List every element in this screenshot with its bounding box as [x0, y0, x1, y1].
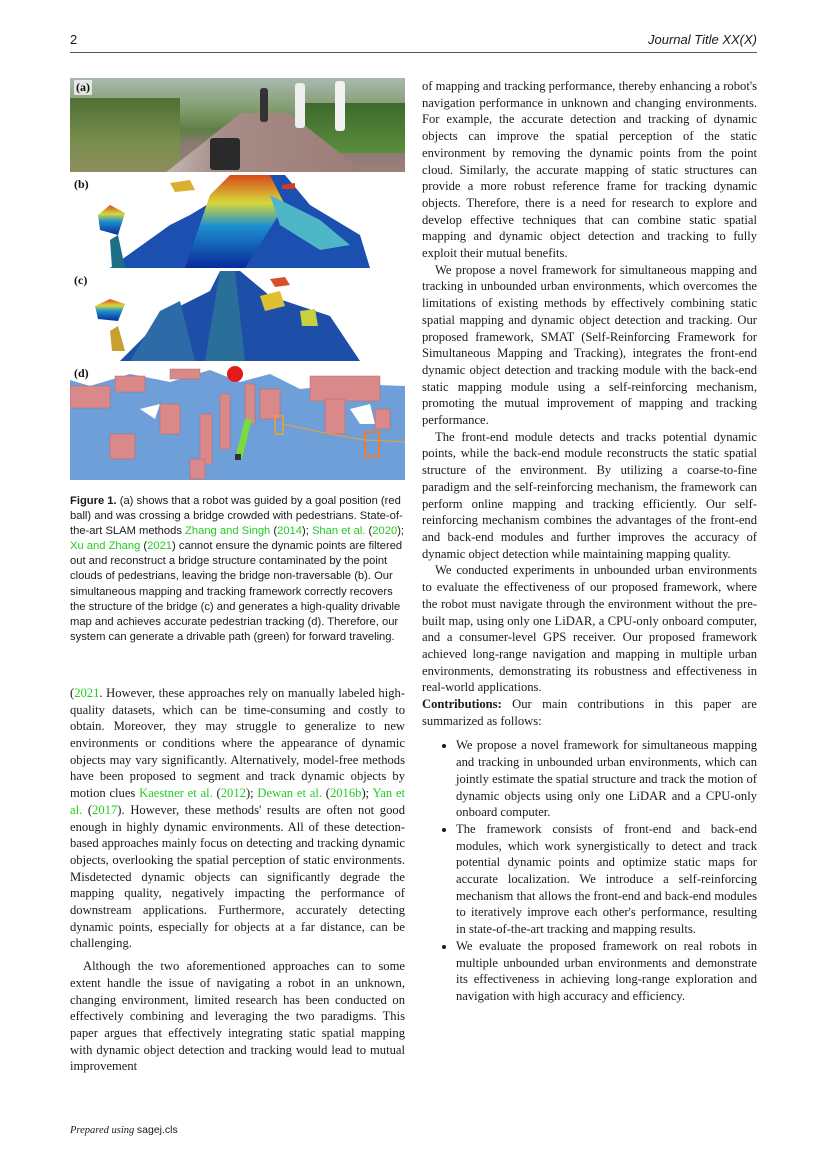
citation-year-link[interactable]: 2021	[74, 685, 100, 700]
left-column	[70, 78, 405, 1075]
figure-panel-c-point-cloud-ours	[70, 271, 405, 361]
contributions-list	[422, 737, 757, 1004]
drivable-map-image	[70, 364, 405, 480]
pedestrian	[295, 83, 305, 128]
citation-year-link[interactable]: 2021	[147, 540, 173, 553]
citation-year-link[interactable]: 2012	[220, 786, 246, 801]
citation-year-link[interactable]: 2017	[92, 802, 118, 817]
citation-link[interactable]: Xu and Zhang	[70, 540, 141, 553]
panel-label-c: (c)	[74, 273, 88, 287]
right-column	[422, 78, 757, 1005]
header-divider	[70, 52, 757, 53]
caption-text: (a) shows that a robot was guided by a goal position (red ball) and was crossing a bridge crowded with pedestrians. State-of-the-art SLAM methods	[70, 495, 403, 538]
robot	[210, 138, 240, 170]
grass-left	[70, 98, 180, 172]
footer-prepared-using: Prepared using	[70, 1125, 137, 1136]
figure-panel-b-point-cloud-baseline	[70, 175, 405, 268]
citation-link[interactable]: Shan et al.	[311, 525, 366, 538]
figure-panel-d-drivable-map	[70, 364, 405, 480]
caption-text: cannot ensure the dynamic points are filtered out and reconstruct a bridge structure contaminated by the point clouds of pedestrians, leaving the bridge non-traversable (b). Our simultaneous mapping and tracking framework correctly recovers the structure of the bridge (c) and generates a high-quality drivable map and achieves accurate pedestrian tracking (d). Therefore, our system can generate a drivable path (green) for forward traveling.	[70, 540, 403, 643]
contribution-item: • We evaluate the proposed framework on real robots in multiple unbounded urban environments and demonstrate its effectiveness in achieving long-range exploration and navigation with high accuracy and efficiency.	[456, 938, 757, 1005]
paragraph-text: . However, these methods' results are often not good enough in highly dynamic environments. All of these detection-based approaches mainly focus on detecting and tracking dynamic objects, overlooking the spatial perception of static environments. Misdetected dynamic objects can significantly degrade the mapping quality, negatively impacting the performance of downstream applications. Furthermore, accurately detecting dynamic points, especially for objects at a far distance, can be challenging.	[70, 802, 405, 951]
citation-year-link[interactable]: 2020	[372, 525, 398, 538]
citation-link[interactable]: Zhang and Singh	[185, 525, 271, 538]
citation-link[interactable]: Dewan et al.	[257, 786, 322, 801]
figure-caption: Figure 1. (a) shows that a robot was guided by a goal position (red ball) and was crossing a bridge crowded with pedestrians. State-of-the-art SLAM methods Zhang and Singh (2014); Shan et al. (2020); Xu and Zhang (2021) cannot ensure the dynamic points are filtered out and reconstruct a bridge structure contaminated by the point clouds of pedestrians, leaving the bridge non-traversable (b). Our simultaneous mapping and tracking framework correctly recovers the structure of the bridge (c) and generates a high-quality drivable map and achieves accurate pedestrian tracking (d). Therefore, our system can generate a drivable path (green) for forward traveling.	[70, 495, 405, 643]
goal-red-ball	[227, 366, 243, 382]
paragraph-text: . However, these approaches rely on manually labeled high-quality datasets, which can be time-consuming and costly to obtain. Moreover, they may struggle to generalize to new environments or conditions where the appearance of dynamic objects may vary significantly. Alternatively, model-free methods have been proposed to segment and track dynamic objects by motion clues	[70, 685, 405, 801]
citation-year-link[interactable]: 2016b	[329, 786, 362, 801]
running-header	[70, 32, 757, 52]
panel-label-a: (a)	[76, 80, 90, 94]
paragraph-text: Our main contributions in this paper are summarized as follows:	[422, 697, 757, 728]
panel-label-d: (d)	[74, 366, 89, 380]
figure-label: Figure 1.	[70, 495, 117, 507]
panel-label-b: (b)	[74, 177, 89, 191]
point-cloud-image	[70, 271, 405, 361]
pedestrian	[335, 81, 345, 131]
pedestrian	[260, 88, 268, 122]
body-paragraph: We conducted experiments in unbounded urban environments to evaluate the effectiveness of our proposed framework, where the robot must navigate through the environment without the pre-built map, using only one LiDAR, a CPU-only onboard computer, and a consumer-level GPS receiver. Our proposed framework achieved long-range navigation and mapping in multiple urban environments, demonstrating its robustness and effectiveness in real-world applications.	[422, 563, 757, 695]
figure-1	[70, 78, 405, 480]
body-paragraph: The front-end module detects and tracks potential dynamic points, while the back-end module reconstructs the static spatial structure of the environment. By utilizing a coarse-to-fine paradigm and the self-reinforcing mechanism, the framework can perform online mapping and tracking efficiently. Our self-reinforcing mechanism combines the advantages of the front-end and back-end modules and further improves the accuracy of dynamic object detection while maintaining mapping quality.	[422, 429, 757, 561]
page-footer	[70, 1124, 178, 1136]
body-paragraph: of mapping and tracking performance, thereby enhancing a robot's navigation performance in unknown and changing environments. For example, the accurate detection and tracking of dynamic objects can improve the spatial perception of the static environment by removing the dynamic points from the point cloud. Similarly, the accurate mapping of static structures can provide a more robust reference frame for tracking dynamic objects. Therefore, there is a need for research to explore and develop effective techniques that can combine static spatial mapping and dynamic object detection and tracking to fully exploit their mutual benefits.	[422, 79, 757, 261]
contribution-item: • The framework consists of front-end and back-end modules, which work synergistically to detect and track potential dynamic points and optimize static maps for accurate localization. We introduce a self-reinforcing mechanism that allows the front-end and back-end modules to iteratively improve each other's performance, resulting in state-of-the-art tracking and mapping results.	[456, 821, 757, 938]
contribution-item: • We propose a novel framework for simultaneous mapping and tracking in unbounded urban environments, which can jointly estimate the spatial structure and track the motion of dynamic objects using only one LiDAR and a CPU-only onboard computer.	[456, 737, 757, 821]
body-paragraph: We propose a novel framework for simultaneous mapping and tracking in unbounded urban environments, which overcomes the limitations of existing methods by effectively combining static spatial mapping and dynamic object detection and tracking. Our proposed framework, SMAT (Self-Reinforcing Framework for Simultaneous Mapping and Tracking), integrates the front-end dynamic object detection and tracking module with the back-end static mapping module using a self-reinforcing mechanism, promoting the mutual improvement of mapping and tracking performance.	[422, 262, 757, 428]
citation-year-link[interactable]: 2014	[277, 525, 302, 538]
figure-panel-a-photo	[70, 78, 405, 172]
citation-link[interactable]: Yan et al.	[70, 786, 406, 817]
footer-class-file: sagej.cls	[136, 1124, 178, 1136]
body-paragraph: Although the two aforementioned approaches can to some extent handle the issue of navigating a robot in an unknown, changing environment, limited research has been conducted on effectively combining and leveraging the two paradigms. This paper argues that effectively integrating static spatial mapping with dynamic object detection and tracking would lead to mutual improvement	[70, 959, 405, 1074]
contributions-label: Contributions:	[422, 697, 502, 712]
page-number: 2	[70, 32, 78, 47]
citation-link[interactable]: Kaestner et al.	[139, 786, 213, 801]
contributions-paragraph	[422, 696, 757, 729]
point-cloud-image	[70, 175, 405, 268]
body-paragraph: (2021. However, these approaches rely on manually labeled high-quality datasets, which can be time-consuming and costly to obtain. Moreover, they may struggle to generalize to new environments or conditions where the appearance of dynamic objects may vary significantly. Alternatively, model-free methods have been proposed to segment and track dynamic objects by motion clues Kaestner et al. (2012); Dewan et al. (2016b); Yan et al. (2017). However, these methods' results are often not good enough in highly dynamic environments. All of these detection-based approaches mainly focus on detecting and tracking dynamic objects, overlooking the spatial perception of static environments. Misdetected dynamic objects can significantly degrade the mapping quality, negatively impacting the performance of downstream applications. Furthermore, accurately detecting dynamic points, especially for objects at a far distance, can be challenging.	[70, 685, 406, 951]
journal-title: Journal Title XX(X)	[648, 32, 757, 47]
